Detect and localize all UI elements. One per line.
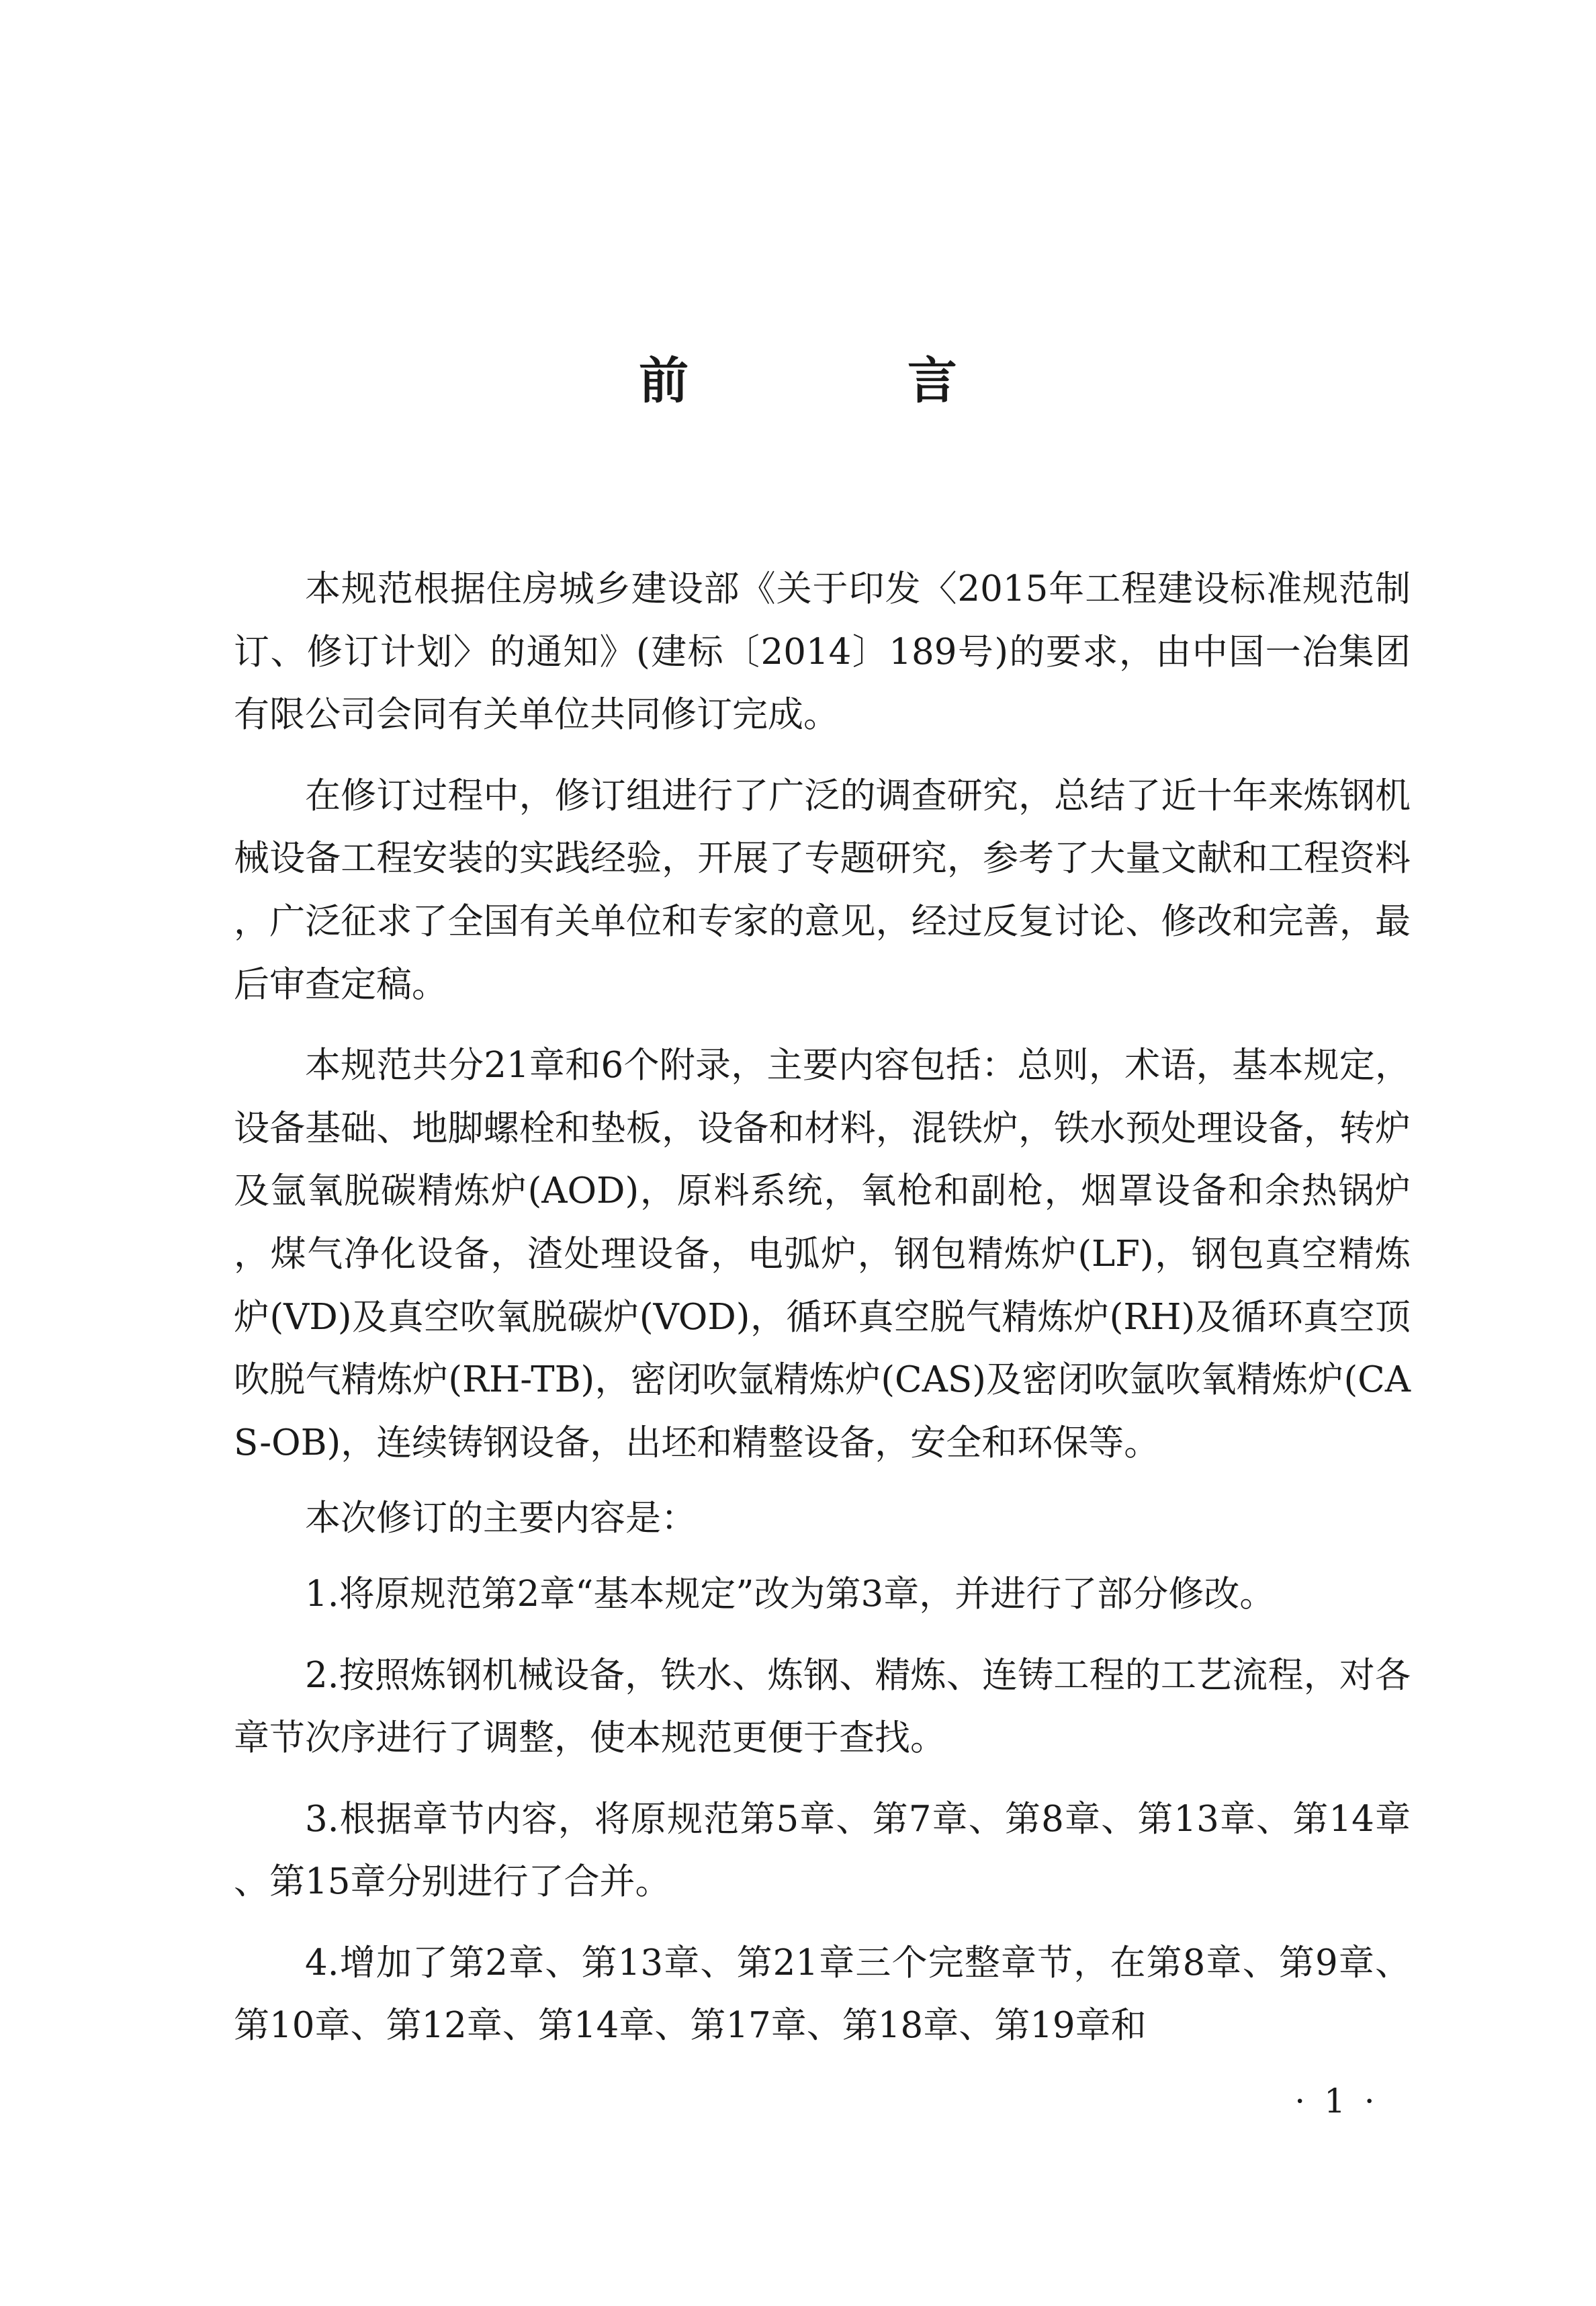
paragraph-contents: 本规范共分21章和6个附录，主要内容包括：总则，术语，基本规定，设备基础、地脚螺栓和垫板，设备和材料，混铁炉，铁水预处理设备，转炉及氩氧脱碳精炼炉(AOD)，原料系统，氧枪和副枪，烟罩设备和余热锅炉，煤气净化设备，渣处理设备，电弧炉，钢包精炼炉(LF)，钢包真空精炼炉(VD)及真空吹氧脱碳炉(VOD)，循环真空脱气精炼炉(RH)及循环真空顶吹脱气精炼炉(RH-TB)，密闭吹氩精炼炉(CAS)及密闭吹氩吹氧精炼炉(CAS-OB)，连续铸钢设备，出坯和精整设备，安全和环保等。 — [234, 1045, 1411, 1463]
paragraph-revision-1: 1.将原规范第2章“基本规定”改为第3章，并进行了部分修改。 — [305, 1573, 1276, 1615]
paragraph-basis: 本规范根据住房城乡建设部《关于印发〈2015年工程建设标准规范制订、修订计划〉的通知》(建标〔2014〕189号)的要求，由中国一冶集团有限公司会同有关单位共同修订完成。 — [234, 568, 1411, 736]
page-title: 前 言 — [639, 352, 1058, 410]
body-text — [234, 558, 1411, 2076]
paragraph-revision-intro: 本次修订的主要内容是： — [305, 1498, 697, 1539]
page-number: · 1 · — [1294, 2082, 1379, 2121]
paragraph-process: 在修订过程中，修订组进行了广泛的调查研究，总结了近十年来炼钢机械设备工程安装的实践经验，开展了专题研究，参考了大量文献和工程资料，广泛征求了全国有关单位和专家的意见，经过反复讨论、修改和完善，最后审查定稿。 — [234, 775, 1411, 1005]
paragraph-revision-3: 3.根据章节内容，将原规范第5章、第7章、第8章、第13章、第14章、第15章分别进行了合并。 — [234, 1798, 1411, 1903]
paragraph-revision-4: 4.增加了第2章、第13章、第21章三个完整章节，在第8章、第9章、第10章、第12章、第14章、第17章、第18章、第19章和 — [234, 1942, 1411, 2047]
paragraph-revision-2: 2.按照炼钢机械设备，铁水、炼钢、精炼、连铸工程的工艺流程，对各章节次序进行了调整，使本规范更便于查找。 — [234, 1654, 1411, 1759]
